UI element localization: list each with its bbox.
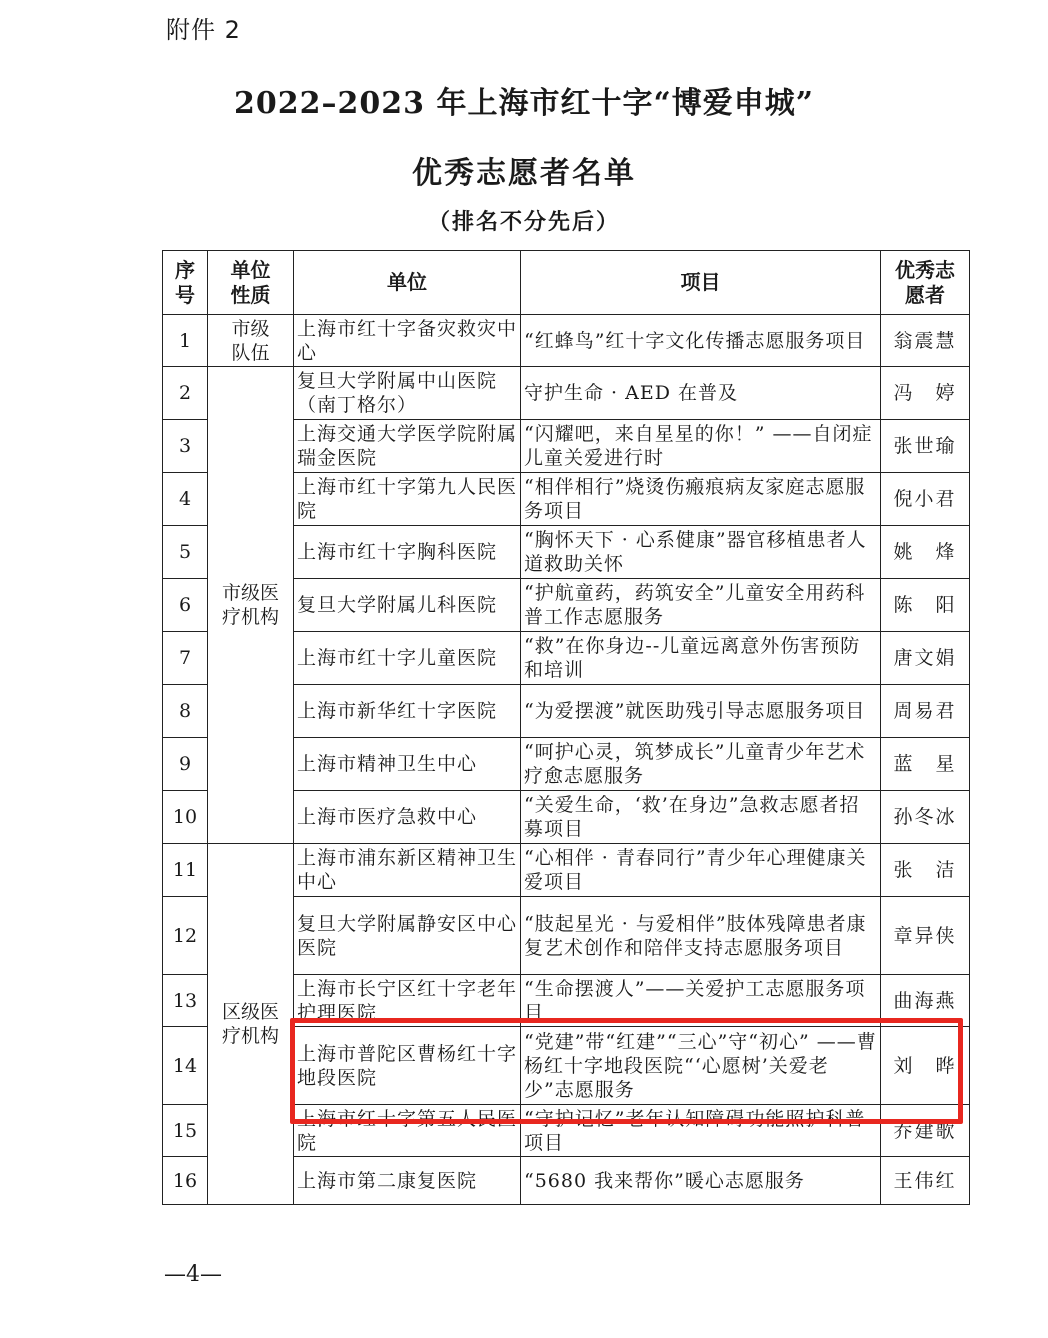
row-number: 12 (163, 897, 208, 975)
project-name: 守护生命 · AED 在普及 (521, 367, 881, 420)
unit-name: 复旦大学附属静安区中心医院 (294, 897, 521, 975)
row-number: 3 (163, 420, 208, 473)
table-row (163, 844, 970, 897)
unit-type-cell (208, 315, 294, 367)
unit-name: 复旦大学附属中山医院（南丁格尔） (294, 367, 521, 420)
header-unit-type: 单位性质 (208, 251, 294, 315)
unit-name: 上海市医疗急救中心 (294, 791, 521, 844)
header-number: 序号 (163, 251, 208, 315)
volunteer-name: 乔建歌 (881, 1105, 970, 1157)
volunteer-name: 陈 阳 (881, 579, 970, 632)
unit-name: 上海市第二康复医院 (294, 1157, 521, 1205)
unit-name: 上海市浦东新区精神卫生中心 (294, 844, 521, 897)
row-number: 5 (163, 526, 208, 579)
volunteer-name: 姚 烽 (881, 526, 970, 579)
row-number: 2 (163, 367, 208, 420)
unit-name: 上海市长宁区红十字老年护理医院 (294, 975, 521, 1027)
project-name: “呵护心灵，筑梦成长”儿童青少年艺术疗愈志愿服务 (521, 738, 881, 791)
volunteer-name: 唐文娟 (881, 632, 970, 685)
row-number: 4 (163, 473, 208, 526)
unit-name: 上海市红十字儿童医院 (294, 632, 521, 685)
unit-type-cell (208, 367, 294, 844)
project-name: “相伴相行”烧烫伤瘢痕病友家庭志愿服务项目 (521, 473, 881, 526)
project-name: “生命摆渡人”——关爱护工志愿服务项目 (521, 975, 881, 1027)
attachment-label: 附件 2 (166, 16, 241, 44)
volunteer-name: 王伟红 (881, 1157, 970, 1205)
row-number: 8 (163, 685, 208, 738)
volunteer-name: 张世瑜 (881, 420, 970, 473)
project-name: “护航童药，药筑安全”儿童安全用药科普工作志愿服务 (521, 579, 881, 632)
unit-name: 复旦大学附属儿科医院 (294, 579, 521, 632)
header-unit: 单位 (294, 251, 521, 315)
table-row (163, 315, 970, 367)
volunteer-name: 刘 晔 (881, 1027, 970, 1105)
unit-name: 上海市精神卫生中心 (294, 738, 521, 791)
row-number: 1 (163, 315, 208, 367)
document-title-line2: 优秀志愿者名单 (412, 156, 636, 191)
volunteer-name: 章异侠 (881, 897, 970, 975)
project-name: “红蜂鸟”红十字文化传播志愿服务项目 (521, 315, 881, 367)
unit-name: 上海市红十字第五人民医院 (294, 1105, 521, 1157)
volunteer-name: 周易君 (881, 685, 970, 738)
project-name: “闪耀吧，来自星星的你！” ——自闭症儿童关爱进行时 (521, 420, 881, 473)
row-number: 7 (163, 632, 208, 685)
unit-type-label: 区级医疗机构 (221, 1001, 279, 1047)
row-number: 9 (163, 738, 208, 791)
row-number: 6 (163, 579, 208, 632)
row-number: 13 (163, 975, 208, 1027)
volunteer-name: 孙冬冰 (881, 791, 970, 844)
volunteer-name: 冯 婷 (881, 367, 970, 420)
page-number: —4— (164, 1262, 222, 1287)
unit-name: 上海市普陀区曹杨红十字地段医院 (294, 1027, 521, 1105)
volunteer-name: 翁震慧 (881, 315, 970, 367)
row-number: 16 (163, 1157, 208, 1205)
project-name: “肢起星光 · 与爱相伴”肢体残障患者康复艺术创作和陪伴支持志愿服务项目 (521, 897, 881, 975)
unit-name: 上海市红十字胸科医院 (294, 526, 521, 579)
table-header-row (163, 251, 970, 315)
unit-type-label: 市级队伍 (231, 317, 270, 364)
unit-name: 上海市红十字第九人民医院 (294, 473, 521, 526)
document-subtitle: （排名不分先后） (427, 209, 620, 235)
project-name: “关爱生命，‘救’在身边”急救志愿者招募项目 (521, 791, 881, 844)
unit-name: 上海交通大学医学院附属瑞金医院 (294, 420, 521, 473)
header-volunteer: 优秀志愿者 (881, 251, 970, 315)
unit-type-cell (208, 844, 294, 1205)
unit-name: 上海市新华红十字医院 (294, 685, 521, 738)
project-name: “守护记忆”老年认知障碍功能照护科普项目 (521, 1105, 881, 1157)
project-name: “救”在你身边--儿童远离意外伤害预防和培训 (521, 632, 881, 685)
project-name: “胸怀天下 · 心系健康”器官移植患者人道救助关怀 (521, 526, 881, 579)
unit-type-label: 市级医疗机构 (221, 582, 279, 628)
project-name: “5680 我来帮你”暖心志愿服务 (521, 1157, 881, 1205)
unit-name: 上海市红十字备灾救灾中心 (294, 315, 521, 367)
volunteer-name: 张 洁 (881, 844, 970, 897)
volunteer-name: 蓝 星 (881, 738, 970, 791)
volunteer-table (162, 250, 970, 1205)
row-number: 14 (163, 1027, 208, 1105)
document-title: 2022–2023 年上海市红十字“博爱申城” (234, 86, 814, 121)
row-number: 10 (163, 791, 208, 844)
header-project: 项目 (521, 251, 881, 315)
project-name: “党建”带“红建”“三心”守“初心” ——曹杨红十字地段医院“‘心愿树’关爱老少”志愿服务 (521, 1027, 881, 1105)
row-number: 15 (163, 1105, 208, 1157)
project-name: “心相伴 · 青春同行”青少年心理健康关爱项目 (521, 844, 881, 897)
row-number: 11 (163, 844, 208, 897)
project-name: “为爱摆渡”就医助残引导志愿服务项目 (521, 685, 881, 738)
table-row (163, 367, 970, 420)
volunteer-name: 倪小君 (881, 473, 970, 526)
volunteer-name: 曲海燕 (881, 975, 970, 1027)
